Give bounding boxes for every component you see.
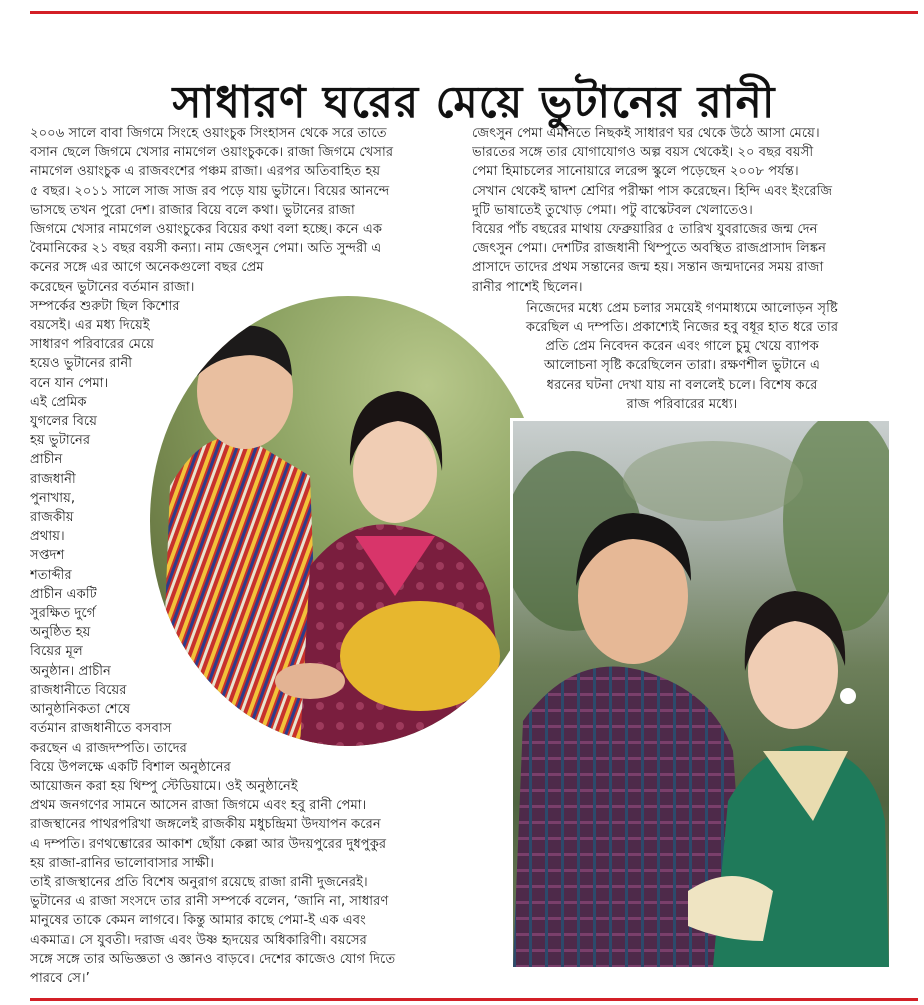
text-line: একমাত্র। সে যুবতী। দরাজ এবং উষ্ণ হৃদয়ের অধিকারিণী। বয়সের bbox=[30, 932, 367, 948]
text-line: ভারতের সঙ্গে তার যোগাযোগও অল্প বয়স থেকেই। ২০ বছর বয়সী bbox=[472, 145, 814, 161]
right-column bbox=[472, 124, 892, 414]
text-line: জেৎসুন পেমা। দেশটির রাজধানী থিম্পুতে অবস্থিত রাজপ্রাসাদ লিঙ্কন bbox=[472, 241, 826, 257]
text-line: প্রথম জনগণের সামনে আসেন রাজা জিগমে এবং হবু রানী পেমা। bbox=[30, 798, 367, 814]
bottom-red-rule bbox=[30, 998, 918, 1001]
text-line: নামগেল ওয়াংচুক এ রাজবংশের পঞ্চম রাজা। এরপর অতিবাহিত হয় bbox=[30, 164, 381, 180]
text-line: ২০০৬ সালে বাবা জিগমে সিংহে ওয়াংচুক সিংহাসন থেকে সরে তাতে bbox=[30, 126, 387, 141]
left-bottom-lines bbox=[30, 758, 450, 988]
left-full-lines bbox=[30, 124, 450, 297]
royal-couple-portrait bbox=[510, 418, 892, 970]
text-line: বিয়ের পাঁচ বছরের মাথায় ফেব্রুয়ারির ৫ তারিখ যুবরাজের জন্ম দেন bbox=[472, 222, 818, 238]
text-line: এ দম্পতি। রণথম্ভোরের আকাশ ছোঁয়া কেল্লা আর উদয়পুরের দুধপুকুর bbox=[30, 836, 387, 852]
text-line: রাজধানীতে বিয়ের bbox=[30, 682, 127, 698]
text-line: রাজকীয় bbox=[30, 510, 74, 526]
text-line: বয়সেই। এর মধ্য দিয়েই bbox=[30, 318, 150, 334]
top-red-rule bbox=[30, 11, 918, 14]
text-line: প্রাচীন bbox=[30, 452, 63, 468]
text-line: ভুটানের এ রাজা সংসদে তার রানী সম্পর্কে বলেন, ‘জানি না, সাধারণ bbox=[30, 894, 389, 910]
text-line: প্রাসাদে তাদের প্রথম সন্তানের জন্ম হয়। সন্তান জন্মদানের সময় রাজা bbox=[472, 260, 824, 276]
text-line: হয়েও ভুটানের রানী bbox=[30, 356, 133, 372]
text-line: ৫ বছর। ২০১১ সালে সাজ সাজ রব পড়ে যায় ভুটানে। বিয়ের আনন্দে bbox=[30, 183, 390, 199]
text-line: বনে যান পেমা। bbox=[30, 375, 109, 391]
text-line: ভাসছে তখন পুরো দেশ। রাজার বিয়ে বলে কথা। ভুটানের রাজা bbox=[30, 202, 355, 218]
text-line: জিগমে খেসার নামগেল ওয়াংচুকের বিয়ের কথা বলা হচ্ছে। কনে এক bbox=[30, 222, 383, 238]
text-line: বসান ছেলে জিগমে খেসার নামগেল ওয়াংচুককে। রাজা জিগমে খেসার bbox=[30, 145, 394, 161]
text-line: বিয়ে উপলক্ষে একটি বিশাল অনুষ্ঠানের bbox=[30, 759, 231, 775]
royal-couple-illustration bbox=[513, 421, 889, 967]
text-line: তাই রাজস্থানের প্রতি বিশেষ অনুরাগ রয়েছে রাজা রানী দুজনেরই। bbox=[30, 874, 368, 890]
text-line: সুরক্ষিত দুর্গে bbox=[30, 606, 96, 622]
text-line: পেমা হিমাচলের সানোয়ারে লরেন্স স্কুলে পড়েছেন ২০০৮ পর্যন্ত। bbox=[472, 164, 799, 180]
text-line: রাজস্থানের পাথরপরিখা জঙ্গলেই রাজকীয় মধুচন্দ্রিমা উদযাপন করেন bbox=[30, 817, 381, 833]
text-line: করেছিল এ দম্পতি। প্রকাশ্যেই নিজের হবু বধূর হাত ধরে তার bbox=[525, 320, 839, 336]
text-line: সাধারণ পরিবারের মেয়ে bbox=[30, 337, 155, 353]
text-line: সম্পর্কের শুরুটা ছিল কিশোর bbox=[30, 298, 180, 314]
text-line: প্রাচীন একটি bbox=[30, 586, 97, 602]
text-line: প্রতি প্রেম নিবেদন করেন এবং গালে চুমু খেয়ে ব্যাপক bbox=[545, 339, 819, 355]
text-line: প্রথায়। bbox=[30, 529, 65, 545]
text-line: শতাব্দীর bbox=[30, 567, 72, 583]
text-line: অনুষ্ঠিত হয় bbox=[30, 625, 91, 641]
right-para-1 bbox=[472, 124, 892, 297]
text-line: হয় রাজা-রানির ভালোবাসার সাক্ষী। bbox=[30, 855, 214, 871]
text-line: অনুষ্ঠান। প্রাচীন bbox=[30, 663, 111, 679]
text-line: যুগলের বিয়ে bbox=[30, 414, 97, 430]
text-line: আলোচনা সৃষ্টি করেছিলেন তারা। রক্ষণশীল ভুটানে এ bbox=[543, 358, 821, 374]
text-line: বৈমানিকের ২১ বছর বয়সী কন্যা। নাম জেৎসুন পেমা। অতি সুন্দরী এ bbox=[30, 241, 382, 257]
royal-family-photo bbox=[150, 296, 546, 746]
text-line: মানুষের তাকে কেমন লাগবে। কিন্তু আমার কাছে পেমা-ই এক এবং bbox=[30, 913, 366, 929]
text-line: পুনাখায়, bbox=[30, 490, 76, 506]
text-line: বর্তমান রাজধানীতে বসবাস bbox=[30, 721, 172, 737]
right-para-2 bbox=[472, 299, 892, 414]
text-line: নিজেদের মধ্যে প্রেম চলার সময়েই গণমাধ্যমে আলোড়ন সৃষ্টি bbox=[526, 300, 838, 316]
text-line: আনুষ্ঠানিকতা শেষে bbox=[30, 702, 131, 718]
text-line: সপ্তদশ bbox=[30, 548, 65, 564]
text-line: রাজধানী bbox=[30, 471, 76, 487]
text-line: বিয়ের মূল bbox=[30, 644, 83, 660]
text-line: করেছেন ভুটানের বর্তমান রাজা। bbox=[30, 279, 195, 295]
text-line: সেখান থেকেই দ্বাদশ শ্রেণির পরীক্ষা পাস করেছেন। হিন্দি এবং ইংরেজি bbox=[472, 183, 833, 199]
text-line: কনের সঙ্গে এর আগে অনেকগুলো বছর প্রেম bbox=[30, 260, 264, 276]
text-line: করছেন এ রাজদম্পতি। তাদের bbox=[30, 740, 187, 756]
text-line: এই প্রেমিক bbox=[30, 394, 87, 410]
text-line: হয় ভুটানের bbox=[30, 433, 91, 449]
text-line: জেৎসুন পেমা এমনিতে নিছকই সাধারণ ঘর থেকে উঠে আসা মেয়ে। bbox=[472, 126, 820, 141]
text-line: আয়োজন করা হয় থিম্পু স্টেডিয়ামে। ওই অনুষ্ঠানেই bbox=[30, 778, 298, 794]
text-line: পারবে সে।’ bbox=[30, 970, 90, 986]
royal-family-illustration bbox=[150, 296, 546, 746]
text-line: রানীর পাশেই ছিলেন। bbox=[472, 279, 583, 295]
text-line: ধরনের ঘটনা দেখা যায় না বললেই চলে। বিশেষ করে bbox=[546, 377, 818, 393]
text-line: দুটি ভাষাতেই তুখোড় পেমা। পটু বাস্কেটবল খেলাতেও। bbox=[472, 202, 753, 218]
article-headline: সাধারণ ঘরের মেয়ে ভুটানের রানী bbox=[172, 77, 776, 129]
text-line: সঙ্গে সঙ্গে তার অভিজ্ঞতা ও জ্ঞানও বাড়বে। দেশের কাজেও যোগ দিতে bbox=[30, 951, 396, 967]
text-line: রাজ পরিবারের মধ্যে। bbox=[626, 396, 738, 412]
